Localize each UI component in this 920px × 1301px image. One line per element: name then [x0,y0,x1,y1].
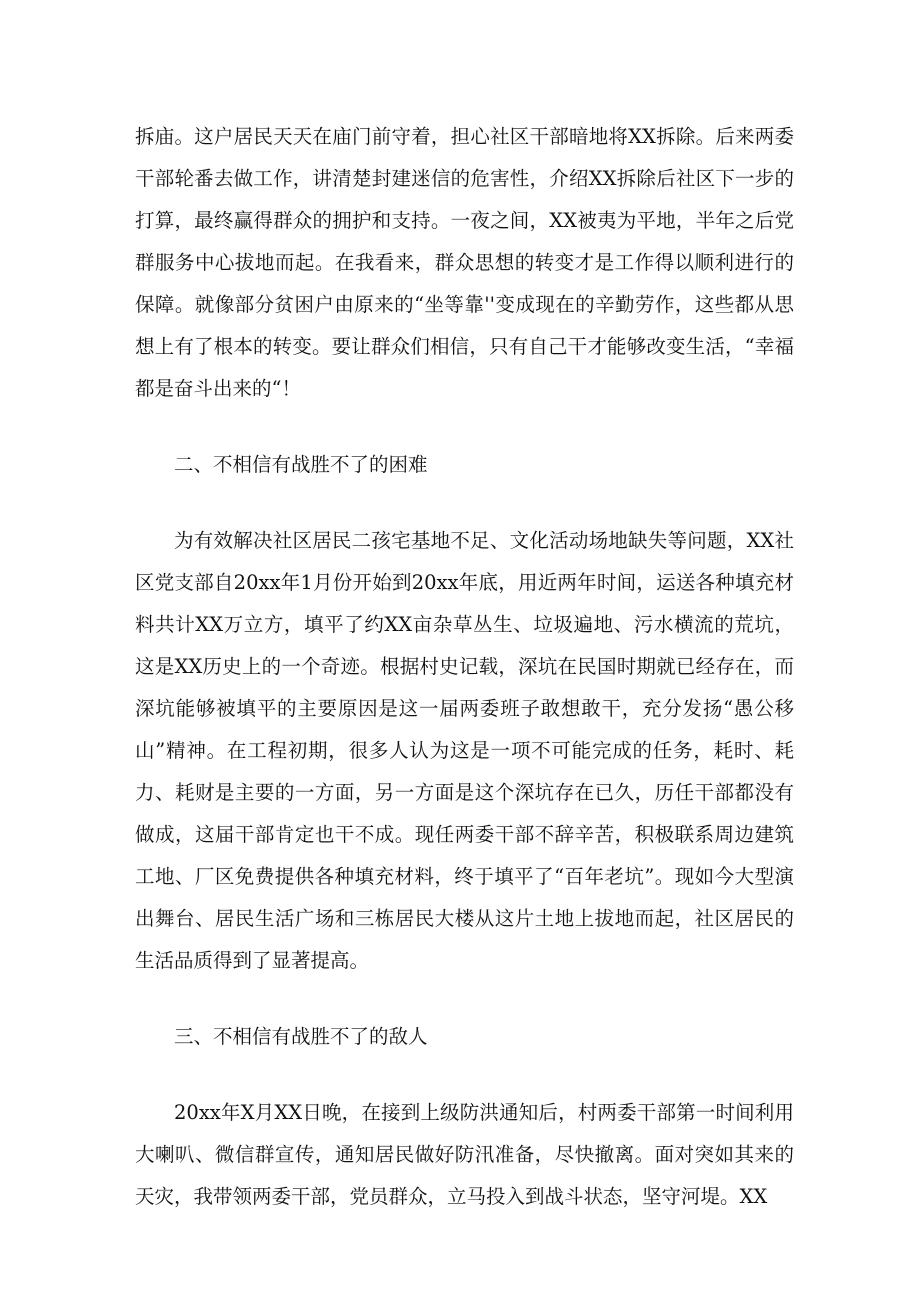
paragraph-section-2: 为有效解决社区居民二孩宅基地不足、文化活动场地缺失等问题，XX社区党支部自20xx年1月份开始到20xx年底，用近两年时间，运送各种填充材料共计XX万立方，填平了约XX亩杂草丛生、垃圾遍地、污水横流的荒坑，这是XX历史上的一个奇迹。根据村史记载，深坑在民国时期就已经存在，而深坑能够被填平的主要原因是这一届两委班子敢想敢干，充分发扬“愚公移山”精神。在工程初期，很多人认为这是一项不可能完成的任务，耗时、耗力、耗财是主要的一方面，另一方面是这个深坑存在已久，历任干部都没有做成，这届干部肯定也干不成。现任两委干部不辞辛苦，积极联系周边建筑工地、厂区免费提供各种填充材料，终于填平了“百年老坑”。现如今大型演出舞台、居民生活广场和三栋居民大楼从这片土地上拔地而起，社区居民的生活品质得到了显著提高。 [135,529,794,972]
section-heading-2: 二、不相信有战胜不了的困难 [174,453,428,476]
paragraph-continued: 拆庙。这户居民天天在庙门前守着，担心社区干部暗地将XX拆除。后来两委干部轮番去做工作，讲清楚封建迷信的危害性，介绍XX拆除后社区下一步的打算，最终赢得群众的拥护和支持。一夜之间，XX被夷为平地，半年之后党群服务中心拔地而起。在我看来，群众思想的转变才是工作得以顺利进行的保障。就像部分贫困户由原来的“坐等靠''变成现在的辛勤劳作，这些都从思想上有了根本的转变。要让群众们相信，只有自己干才能够改变生活，“幸福都是奋斗出来的“！ [135,125,794,400]
document-body [135,116,794,1218]
section-heading-3: 三、不相信有战胜不了的敌人 [174,1025,428,1048]
paragraph-section-3: 20xx年X月XX日晚，在接到上级防洪通知后，村两委干部第一时间利用大喇叭、微信群宣传，通知居民做好防汛准备，尽快撤离。面对突如其来的天灾，我带领两委干部，党员群众，立马投入到战斗状态，坚守河堤。XX [135,1101,794,1208]
